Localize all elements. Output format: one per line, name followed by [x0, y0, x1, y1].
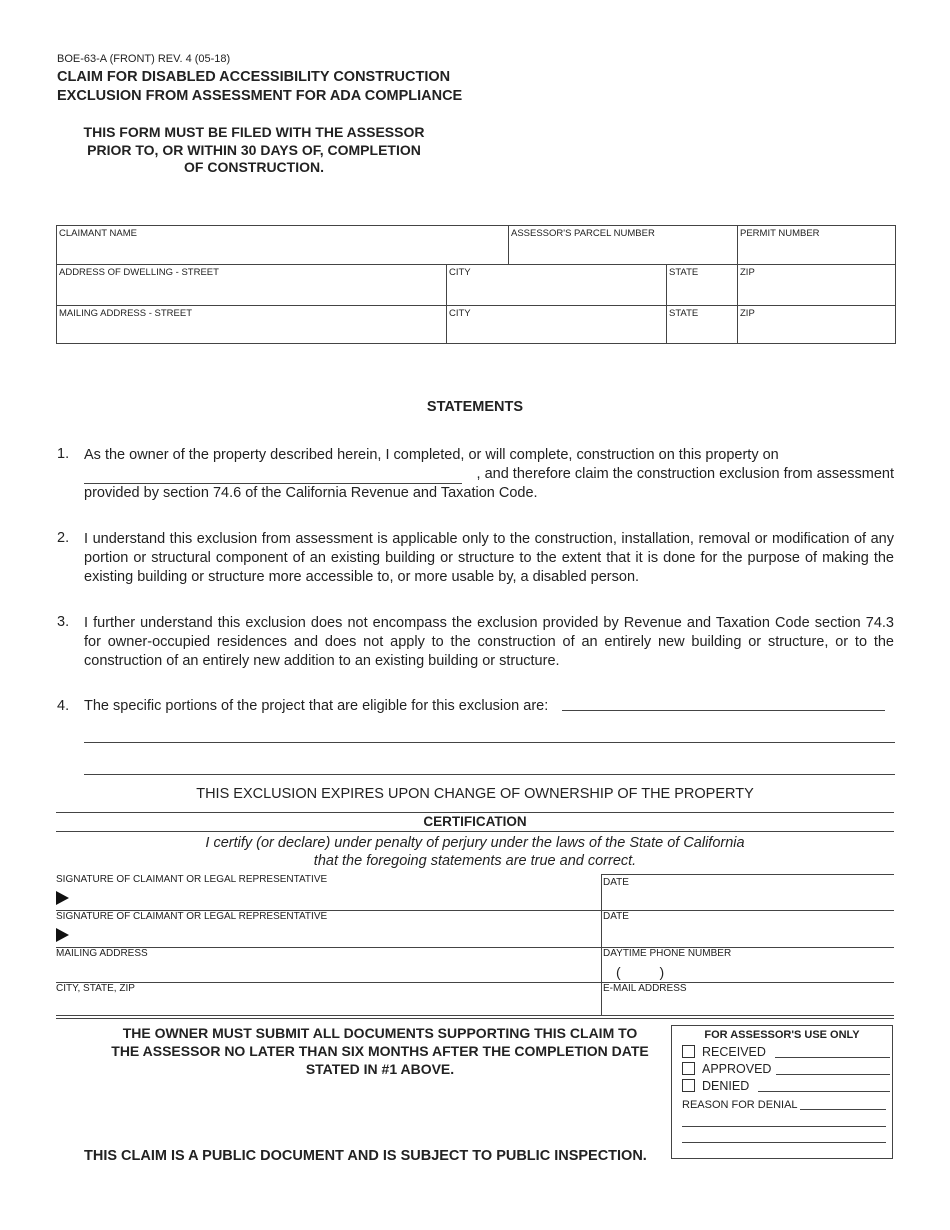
- received-checkbox[interactable]: [682, 1045, 695, 1058]
- date-1-field[interactable]: [603, 888, 893, 908]
- statement-1-line-1: As the owner of the property described herein, I completed, or will complete, construction on this property on: [84, 447, 779, 463]
- dwelling-zip-field[interactable]: [737, 264, 895, 305]
- claimant-name-field[interactable]: [57, 226, 508, 265]
- email-field[interactable]: [603, 995, 893, 1013]
- reason-for-denial-input-3[interactable]: [682, 1142, 886, 1143]
- statement-1-line-3: provided by section 74.6 of the California Revenue and Taxation Code.: [84, 485, 538, 501]
- submission-notice: [80, 1024, 680, 1078]
- mailing-street-field[interactable]: [57, 305, 446, 343]
- divider: [56, 1018, 894, 1019]
- certification-text-line-2: that the foregoing statements are true and correct.: [313, 853, 637, 869]
- title-line-1: CLAIM FOR DISABLED ACCESSIBILITY CONSTRUCTION: [57, 69, 451, 85]
- mailing-address-label: MAILING ADDRESS: [56, 948, 148, 959]
- received-label: RECEIVED: [702, 1045, 766, 1059]
- divider: [56, 982, 894, 983]
- claimant-table: [56, 225, 896, 344]
- mailing-zip-field[interactable]: [737, 305, 895, 343]
- denied-checkbox[interactable]: [682, 1079, 695, 1092]
- submission-line-2: THE ASSESSOR NO LATER THAN SIX MONTHS AFTER THE COMPLETION DATE: [111, 1043, 649, 1059]
- dwelling-street-label: ADDRESS OF DWELLING - STREET: [59, 267, 219, 278]
- daytime-phone-label: DAYTIME PHONE NUMBER: [603, 948, 732, 959]
- signature-1-field[interactable]: [72, 886, 592, 908]
- signature-1-label: SIGNATURE OF CLAIMANT OR LEGAL REPRESENTATIVE: [56, 874, 328, 885]
- statement-1-number: 1.: [57, 446, 70, 462]
- divider: [56, 947, 894, 948]
- signature-2-label: SIGNATURE OF CLAIMANT OR LEGAL REPRESENTATIVE: [56, 911, 328, 922]
- filing-line-1: THIS FORM MUST BE FILED WITH THE ASSESSOR: [83, 124, 425, 140]
- permit-number-label: PERMIT NUMBER: [740, 228, 820, 239]
- reason-for-denial-input-2[interactable]: [682, 1126, 886, 1127]
- city-state-zip-field[interactable]: [56, 995, 596, 1013]
- sign-here-arrow-icon: [56, 891, 69, 905]
- signature-2-field[interactable]: [72, 923, 592, 945]
- mailing-address-field[interactable]: [56, 960, 596, 980]
- statement-2: I understand this exclusion from assessment is applicable only to the construction, installation, removal or modification of any portion or structural component of an existing building or structure to the extent that it is done for the purpose of making the existing building or structure more accessible to, or more usable by, a disabled person.: [84, 531, 894, 585]
- mailing-state-field[interactable]: [666, 305, 737, 343]
- dwelling-zip-label: ZIP: [740, 267, 755, 278]
- certification-grid: [56, 874, 894, 1015]
- mailing-city-field[interactable]: [446, 305, 666, 343]
- public-document-notice: THIS CLAIM IS A PUBLIC DOCUMENT AND IS SUBJECT TO PUBLIC INSPECTION.: [84, 1148, 647, 1164]
- form-title: [57, 68, 462, 106]
- statement-2-number: 2.: [57, 530, 70, 546]
- dwelling-state-label: STATE: [669, 267, 699, 278]
- city-state-zip-label: CITY, STATE, ZIP: [56, 983, 135, 994]
- certification-title: CERTIFICATION: [423, 814, 527, 829]
- divider: [601, 874, 894, 875]
- submission-line-3: STATED IN #1 ABOVE.: [305, 1061, 455, 1077]
- statements-heading: STATEMENTS: [426, 399, 524, 415]
- expiration-notice: THIS EXCLUSION EXPIRES UPON CHANGE OF OWNERSHIP OF THE PROPERTY: [196, 786, 754, 802]
- denied-date-input[interactable]: [758, 1091, 890, 1092]
- denied-label: DENIED: [702, 1079, 750, 1093]
- assessor-use-title: FOR ASSESSOR'S USE ONLY: [704, 1029, 860, 1041]
- dwelling-street-field[interactable]: [57, 264, 446, 305]
- date-2-label: DATE: [603, 911, 629, 922]
- completion-date-input[interactable]: [84, 469, 462, 484]
- divider: [56, 831, 894, 832]
- received-date-input[interactable]: [775, 1057, 890, 1058]
- reason-for-denial-label: REASON FOR DENIAL: [682, 1099, 798, 1111]
- eligible-portions-input-3[interactable]: [84, 774, 895, 775]
- eligible-portions-input-2[interactable]: [84, 742, 895, 743]
- filing-line-3: OF CONSTRUCTION.: [184, 159, 324, 175]
- dwelling-city-label: CITY: [449, 267, 471, 278]
- certification-text-line-1: I certify (or declare) under penalty of perjury under the laws of the State of California: [205, 835, 745, 851]
- date-1-label: DATE: [603, 877, 629, 888]
- phone-area-code-field[interactable]: ( ): [616, 964, 665, 980]
- submission-line-1: THE OWNER MUST SUBMIT ALL DOCUMENTS SUPPORTING THIS CLAIM TO: [122, 1025, 638, 1041]
- divider: [601, 874, 602, 1015]
- date-2-field[interactable]: [603, 924, 893, 944]
- parcel-number-label: ASSESSOR'S PARCEL NUMBER: [511, 228, 655, 239]
- approved-checkbox[interactable]: [682, 1062, 695, 1075]
- sign-here-arrow-icon: [56, 928, 69, 942]
- eligible-portions-input-1[interactable]: [562, 710, 885, 711]
- statement-1-line-2: [84, 465, 894, 484]
- statement-4: The specific portions of the project that are eligible for this exclusion are:: [84, 698, 549, 714]
- statement-3-number: 3.: [57, 614, 70, 630]
- mailing-state-label: STATE: [669, 308, 699, 319]
- dwelling-state-field[interactable]: [666, 264, 737, 305]
- approved-date-input[interactable]: [776, 1074, 890, 1075]
- reason-for-denial-input-1[interactable]: [800, 1109, 886, 1110]
- mailing-street-label: MAILING ADDRESS - STREET: [59, 308, 193, 319]
- form-id: BOE-63-A (FRONT) REV. 4 (05-18): [57, 53, 231, 65]
- approved-label: APPROVED: [702, 1062, 772, 1076]
- statement-1: [84, 446, 894, 503]
- statement-1-line-2-text: , and therefore claim the construction exclusion from assessment: [476, 466, 894, 482]
- filing-line-2: PRIOR TO, OR WITHIN 30 DAYS OF, COMPLETION: [87, 141, 421, 158]
- mailing-city-label: CITY: [449, 308, 471, 319]
- mailing-zip-label: ZIP: [740, 308, 755, 319]
- dwelling-city-field[interactable]: [446, 264, 666, 305]
- email-label: E-MAIL ADDRESS: [603, 983, 687, 994]
- permit-number-field[interactable]: [737, 226, 895, 265]
- title-line-2: EXCLUSION FROM ASSESSMENT FOR ADA COMPLIANCE: [57, 88, 463, 104]
- divider: [56, 1015, 894, 1016]
- claimant-name-label: CLAIMANT NAME: [59, 228, 137, 239]
- assessor-use-box: [671, 1025, 893, 1159]
- statement-3: I further understand this exclusion does not encompass the exclusion provided by Revenue and Taxation Code section 74.3 for owner-occupied residences and does not apply to the construction of an entirely new building or structure, or to the construction of an entirely new addition to an existing building or structure.: [84, 615, 894, 669]
- certification-text: [0, 834, 950, 870]
- statement-4-number: 4.: [57, 698, 70, 714]
- parcel-number-field[interactable]: [508, 226, 737, 265]
- divider: [56, 812, 894, 813]
- filing-instructions: [60, 124, 448, 177]
